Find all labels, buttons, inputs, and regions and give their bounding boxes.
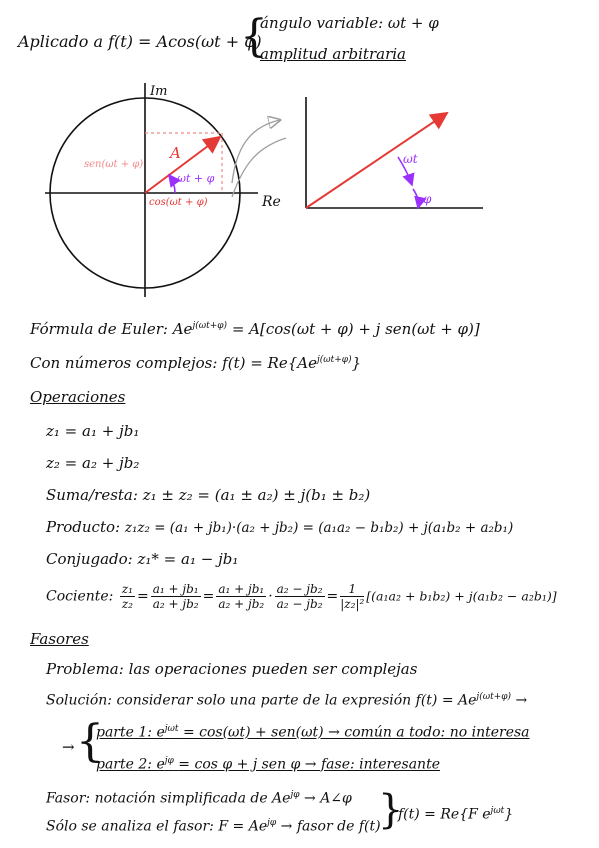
phasor-diagram [0,75,599,385]
sin-label: sen(ωt + φ) [84,159,144,170]
complex-label: Con números complejos: [30,354,218,372]
quotient-fraction-1: $\frac{\text{z₁}}{\text{z₂}}$ [121,582,133,611]
quotient-rule: Cociente: $\frac{\text{z₁}}{\text{z₂}}$ = $\frac{\text{a₁ + jb₁}}{\text{a₂ + jb₂}}$ = $\frac{\text{a₁ + jb₁}}{\text{a₂ + jb₂}}$ · $\frac{\text{a₂ − jb₂}}{\text{a₂ − jb₂}}$ = $\frac{1}{\text{|z₂|²}}$ [(a₁a₂ + b₁b₂) + j(a₁b₂ − a₂b₁)] [46,582,557,611]
euler-formula [30,320,480,338]
part1-expr: e [156,724,165,741]
problem-line [46,660,417,678]
header-item-angle: ángulo variable: ωt + φ [260,14,439,32]
sum-label: Suma/resta: [46,486,138,504]
euler-title: Fórmula de Euler: [30,320,168,338]
im-label: Im [150,84,168,99]
sum-expr: z₁ ± z₂ = (a₁ ± a₂) ± j(b₁ ± b₂) [142,486,371,504]
z2-definition: z₂ = a₂ + jb₂ [46,454,140,472]
fasor-text: notación simplificada de Ae [94,790,291,807]
solution-arrow: → [515,692,528,709]
quotient-label: Cociente: [46,588,114,605]
fasor-analysis [46,818,381,835]
header-item-amplitude: amplitud arbitraria [260,45,406,63]
complex-end: } [351,354,362,372]
cos-label: cos(ωt + φ) [149,197,208,208]
part1-label: parte 1: [96,724,152,741]
operations-heading: Operaciones [30,388,126,406]
fasor-label: Fasor: [46,790,91,807]
quotient-fraction-2: $\frac{\text{a₁ + jb₁}}{\text{a₂ + jb₂}}$ [152,582,199,611]
product-rule [46,518,513,536]
conjugate-label: Conjugado: [46,550,133,568]
a-label: A [170,144,181,162]
parts-brace: { [76,716,104,767]
quotient-fraction-4: $\frac{\text{a₂ − jb₂}}{\text{a₂ − jb₂}}$ [276,582,323,611]
phi-arc [413,189,418,208]
phi-label: φ [423,192,432,206]
result-exp: jωt [490,806,505,816]
part1-exp: jωt [164,724,179,734]
solution-text: considerar solo una parte de la expresión [116,692,412,709]
euler-rhs: = A[cos(ωt + φ) + j sen(ωt + φ)] [231,320,480,338]
conjugate-rule [46,550,238,568]
quotient-tail: [(a₁a₂ + b₁b₂) + j(a₁b₂ − a₂b₁)] [366,588,557,604]
complex-representation [30,354,361,372]
problem-label: Problema: [46,660,124,678]
re-label: Re [262,194,281,210]
product-label: Producto: [46,518,121,536]
solution-exp: j(ωt+φ) [476,692,512,702]
angle-label: ωt + φ [177,172,215,185]
result-end: } [504,806,514,823]
euler-lhs: Ae [172,320,193,338]
quotient-fraction-3: $\frac{\text{a₁ + jb₁}}{\text{a₂ + jb₂}}$ [218,582,265,611]
part2-expr: e [156,756,165,773]
parts-arrow: → [62,738,75,756]
part1-rest: = cos(ωt) + sen(ωt) → común a todo: no interesa [182,724,530,741]
fasores-heading: Fasores [30,630,89,648]
euler-exp: j(ωt+φ) [192,321,228,331]
fasor-exp: jφ [290,790,300,800]
part2-line [96,756,440,773]
result-expression [398,806,513,823]
transition-arrow [232,120,280,183]
conjugate-expr: z₁* = a₁ − jb₁ [137,550,239,568]
only-exp: jφ [267,818,277,828]
only-expr: F = Ae [218,818,268,835]
angle-arc [169,175,175,193]
complex-exp: j(ωt+φ) [316,355,352,365]
complex-expr: f(t) = Re{Ae [222,354,317,372]
z1-definition: z₁ = a₁ + jb₁ [46,422,140,440]
result-expr: f(t) = Re{F e [398,806,491,823]
only-label: Sólo se analiza el fasor: [46,818,214,835]
part2-rest: = cos φ + j sen φ → fase: interesante [178,756,440,773]
fasor-definition [46,790,352,807]
part1-line [96,724,530,741]
solution-line [46,692,527,709]
header-brace: { [240,11,268,62]
quotient-fraction-5: $\frac{1}{\text{|z₂|²}}$ [340,582,365,611]
solution-expr: f(t) = Ae [415,692,477,709]
product-expr: z₁z₂ = (a₁ + jb₁)·(a₂ + jb₂) = (a₁a₂ − b₁b₂) + j(a₁b₂ + a₂b₁) [124,520,514,536]
fasor-tail: → A∠φ [304,790,352,807]
sum-rule [46,486,370,504]
result-brace: } [378,787,404,833]
header-intro: Aplicado a f(t) = Acos(ωt + φ) [18,32,262,51]
problem-text: las operaciones pueden ser complejas [128,660,418,678]
part2-exp: jφ [164,756,174,766]
wt-label: ωt [403,152,418,166]
only-tail: → fasor de f(t) [280,818,381,835]
part2-label: parte 2: [96,756,152,773]
solution-label: Solución: [46,692,112,709]
